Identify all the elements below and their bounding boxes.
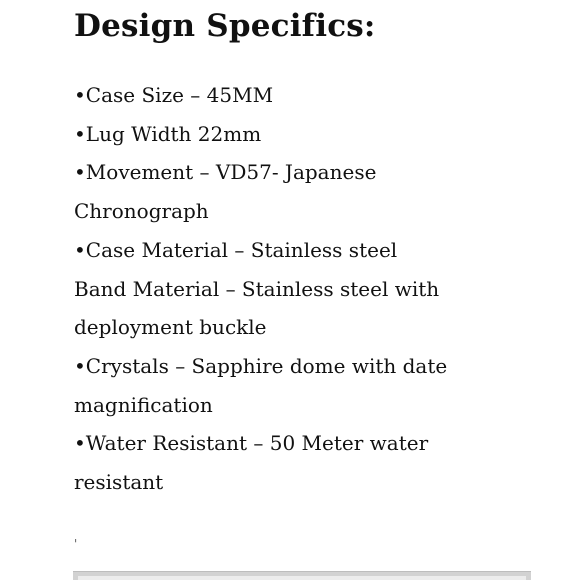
bottom-scroll-bar[interactable] bbox=[73, 571, 531, 580]
stray-tick-mark: ' bbox=[74, 537, 78, 551]
spec-line-crystals: •Crystals – Sapphire dome with date bbox=[74, 353, 448, 378]
bottom-bar-inner bbox=[78, 576, 526, 580]
spec-line-case-material: •Case Material – Stainless steel bbox=[74, 237, 398, 262]
page-heading: Design Specifics: bbox=[74, 8, 376, 44]
spec-line-lug-width: •Lug Width 22mm bbox=[74, 121, 262, 146]
spec-line-water-resistant-cont: resistant bbox=[74, 470, 164, 495]
spec-line-movement-cont: Chronograph bbox=[74, 199, 209, 224]
spec-list bbox=[74, 76, 514, 502]
spec-line-crystals-cont: magnification bbox=[74, 392, 213, 417]
spec-line-movement: •Movement – VD57- Japanese bbox=[74, 160, 377, 185]
spec-line-band-material: Band Material – Stainless steel with bbox=[74, 276, 440, 301]
spec-line-band-material-cont: deployment buckle bbox=[74, 315, 267, 340]
spec-line-water-resistant: •Water Resistant – 50 Meter water bbox=[74, 431, 429, 456]
spec-line-case-size: •Case Size – 45MM bbox=[74, 83, 274, 107]
